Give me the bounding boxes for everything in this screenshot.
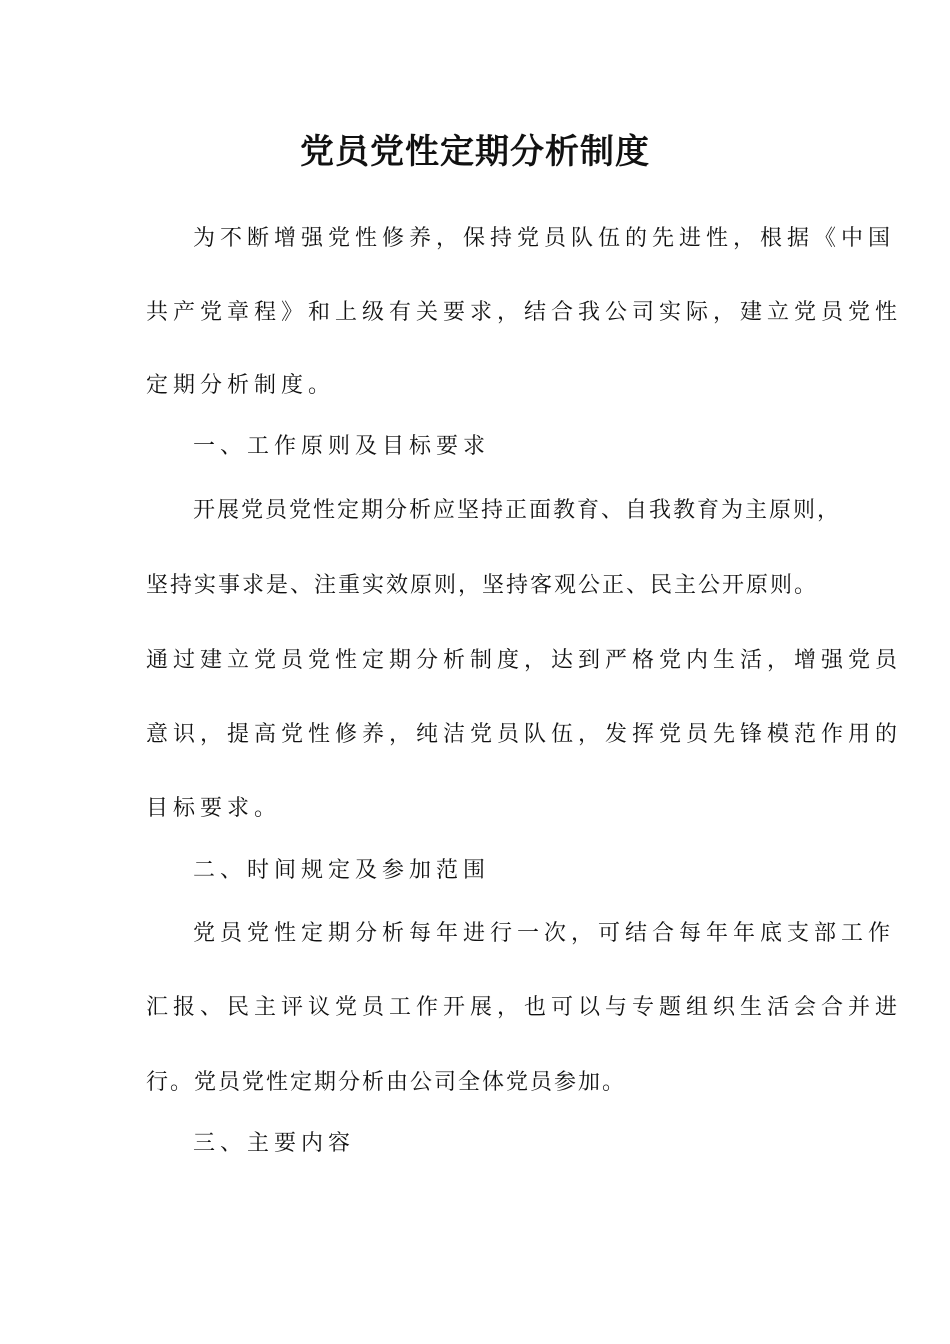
section-1-line-4: 意识，提高党性修养，纯洁党员队伍，发挥党员先锋模范作用的	[146, 722, 903, 747]
section-3-heading: 三、主要内容	[193, 1131, 356, 1156]
document-title: 党员党性定期分析制度	[300, 132, 650, 172]
intro-line-2: 共产党章程》和上级有关要求，结合我公司实际，建立党员党性	[146, 300, 903, 325]
section-1-line-3: 通过建立党员党性定期分析制度，达到严格党内生活，增强党员	[146, 648, 903, 673]
section-1-heading: 一、工作原则及目标要求	[193, 434, 491, 459]
section-2-line-1: 党员党性定期分析每年进行一次，可结合每年年底支部工作	[193, 921, 896, 946]
section-1-line-2: 坚持实事求是、注重实效原则，坚持客观公正、民主公开原则。	[146, 573, 819, 598]
section-2-heading: 二、时间规定及参加范围	[193, 858, 491, 883]
section-1-line-5: 目标要求。	[146, 796, 282, 821]
section-2-line-2: 汇报、民主评议党员工作开展，也可以与专题组织生活会合并进	[146, 995, 903, 1020]
section-1-line-1: 开展党员党性定期分析应坚持正面教育、自我教育为主原则，	[193, 498, 842, 523]
intro-line-1: 为不断增强党性修养，保持党员队伍的先进性，根据《中国	[193, 226, 896, 251]
section-2-line-3: 行。党员党性定期分析由公司全体党员参加。	[146, 1070, 627, 1095]
intro-line-3: 定期分析制度。	[146, 373, 336, 398]
